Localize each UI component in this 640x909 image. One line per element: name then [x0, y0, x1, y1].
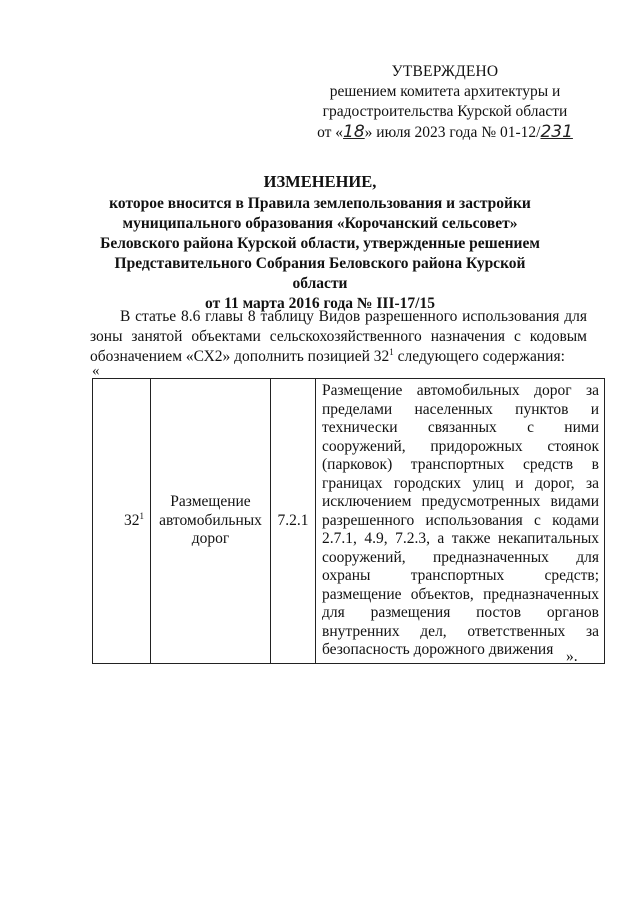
- approval-line-2: градостроительства Курской области: [322, 103, 568, 120]
- opening-quote: «: [92, 363, 100, 379]
- approval-stamp: [300, 62, 590, 143]
- handwritten-number: 231: [540, 122, 573, 142]
- position-number-sup: 1: [139, 510, 144, 521]
- usage-code-cell: 7.2.1: [271, 379, 316, 664]
- usage-description-cell: Размещение автомобильных дорог за пределами населенных пунктов и технически связанных с ними сооружений, придорожных стоянок (парковок) транспортных средств в границах городских улиц и дорог, за исключением предусмотренных видами разрешенного использования с кодами 2.7.1, 4.9, 7.2.3, а также некапитальных сооружений, предназначенных для охраны транспортных средств; размещение объектов, предназначенных для размещения постов органов внутренних дел, ответственных за безопасность дорожного движения: [316, 379, 605, 664]
- document-title: [90, 172, 550, 314]
- intro-paragraph: [90, 307, 587, 367]
- intro-text: В статье 8.6 главы 8 таблицу Видов разрешенного использования для зоны занятой объектами сельскохозяйственного назначения с кодовым обозначением «СХ2» дополнить позицией 32: [90, 308, 587, 365]
- position-number: 32: [124, 511, 140, 529]
- approval-date-line: [300, 122, 590, 143]
- approval-heading: УТВЕРЖДЕНО: [391, 63, 499, 80]
- approval-date-prefix: от «: [317, 124, 344, 141]
- title-line-2: муниципального образования «Корочанский сельсовет»: [122, 215, 518, 232]
- handwritten-day: 18: [343, 122, 365, 142]
- approval-line-1: решением комитета архитектуры и: [329, 83, 561, 100]
- usage-name-cell: Размещение автомобильных дорог: [151, 379, 271, 664]
- table-row: [93, 379, 605, 664]
- title-line-4: Представительного Собрания Беловского района Курской области: [114, 255, 526, 292]
- title-heading: ИЗМЕНЕНИЕ,: [263, 172, 377, 191]
- position-number-cell: [93, 379, 151, 664]
- intro-text-end: следующего содержания:: [393, 348, 565, 365]
- approval-date-middle: » июля 2023 года № 01-12/: [364, 124, 541, 141]
- usage-table: [92, 378, 605, 664]
- intro-superscript: 1: [389, 346, 394, 357]
- title-line-5: от 11 марта 2016 года № III-17/15: [205, 295, 435, 312]
- title-line-3: Беловского района Курской области, утвержденные решением: [100, 235, 540, 252]
- title-line-1: которое вносится в Правила землепользования и застройки: [109, 195, 531, 212]
- closing-quote: ».: [566, 648, 578, 665]
